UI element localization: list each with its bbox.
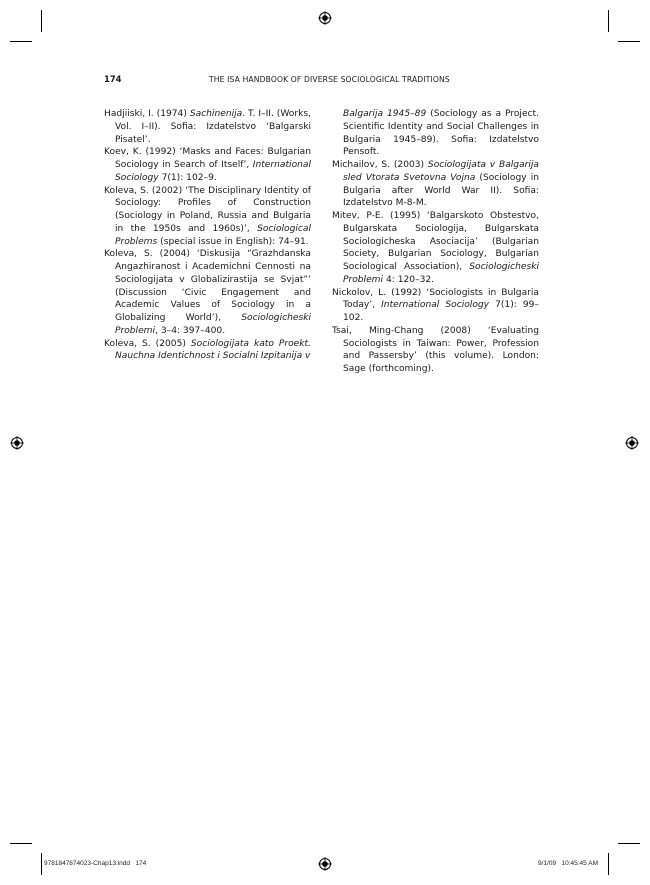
registration-mark-icon — [318, 11, 332, 25]
reference-text: Koleva, S. (2002) ‘The Disciplinary Identity of Sociology: Profiles of Construction (Sociology in Poland, Russia and Bulgaria in the 1950s and 1960s)’, — [104, 185, 311, 234]
footer-file-name: 9781847874023-Chap13.indd 174 — [44, 860, 147, 867]
reference-text: Nickolov, L. (1992) ‘Sociologists in Bulgaria Today’, — [332, 287, 539, 311]
reference-text: , 3–4: 397–400. — [155, 325, 226, 336]
reference-text: (special issue in English): 74–91. — [157, 236, 309, 247]
crop-mark — [41, 10, 42, 32]
crop-mark — [10, 843, 32, 844]
reference-title-italic: Sociologicheski Problemi — [343, 262, 539, 285]
reference-text: . T. I–II. (Works, Vol. I–II). Sofia: Izdatelstvo ‘Balgarski Pisatel’. — [115, 109, 311, 145]
crop-mark — [618, 843, 640, 844]
references-column-left — [104, 108, 311, 363]
reference-text: Koleva, S. (2005) — [104, 338, 191, 349]
reference-title-italic: International Sociology — [115, 160, 311, 183]
reference-text: 7(1): 99–102. — [343, 300, 539, 323]
registration-mark-icon — [625, 436, 639, 450]
reference-entry — [332, 108, 539, 159]
reference-entry — [104, 248, 311, 337]
crop-mark — [41, 853, 42, 875]
reference-title-italic: International Sociology — [381, 300, 490, 311]
reference-title-italic: Sociological Problems — [115, 223, 311, 247]
page-number: 174 — [104, 74, 122, 84]
reference-text: Tsai, Ming-Chang (2008) ‘Evaluating Sociologists in Taiwan: Power, Profession and Passersby’ (this volume). London: Sage (forthcoming). — [332, 325, 539, 374]
crop-mark — [608, 10, 609, 32]
reference-title-italic: Sociologicheski Problemi — [115, 313, 311, 336]
reference-title-italic: Sachinenija — [189, 109, 243, 119]
running-header — [104, 74, 540, 88]
crop-mark — [608, 853, 609, 875]
reference-title-italic: Sociologijata kato Proekt. Nauchna Identichnost i Socialni Izpitanija v — [115, 338, 311, 362]
reference-title-italic: Sociologijata v Balgarija sled Vtorata Svetovna Vojna — [343, 160, 540, 183]
reference-title-italic: Balgarija 1945–89 — [343, 109, 427, 119]
footer-timestamp: 9/1/09 10:45:45 AM — [538, 860, 598, 867]
reference-text: 4: 120–32. — [383, 274, 435, 285]
reference-text: 7(1): 102–9. — [158, 172, 217, 183]
reference-text: Michailov, S. (2003) — [332, 160, 428, 170]
reference-text: Koleva, S. (2004) ‘Diskusija “Grazhdanska Angazhiranost i Academichni Cennosti na Sociologijata v Globalizirastija se Svjat”’ (Discussion ‘Civic Engagement and Academic Values of Sociology in a Globalizing World’), — [104, 249, 311, 323]
references-column-right — [332, 108, 539, 376]
registration-mark-icon — [10, 436, 24, 450]
reference-entry — [104, 185, 311, 249]
reference-entry — [332, 210, 539, 287]
reference-text: Koev, K. (1992) ‘Masks and Faces: Bulgarian Sociology in Search of Itself’, — [104, 147, 311, 170]
reference-entry — [104, 108, 311, 146]
reference-entry — [332, 287, 539, 325]
reference-text: Mitev, P-E. (1995) ‘Balgarskoto Obstestvo, Bulgarskata Sociologija, Bulgarskata Sociologicheska Asociacija’ (Bulgarian Society, Bulgarian Sociology, Bulgarian Sociological Association), — [332, 211, 539, 272]
reference-text: Hadjiiski, I. (1974) — [104, 109, 190, 119]
reference-text: (Sociology as a Project. Scientific Identity and Social Challenges in Bulgaria 1945–89). Sofia: Izdatelstvo Pensoft. — [343, 109, 540, 158]
reference-entry — [332, 159, 539, 210]
crop-mark — [10, 41, 32, 42]
reference-entry — [104, 338, 311, 364]
reference-entry — [332, 325, 539, 376]
crop-mark — [618, 41, 640, 42]
registration-mark-icon — [318, 857, 332, 871]
reference-entry — [104, 146, 311, 184]
running-title: THE ISA HANDBOOK OF DIVERSE SOCIOLOGICAL TRADITIONS — [209, 75, 450, 84]
reference-text: (Sociology in Bulgaria after World War II). Sofia: Izdatelstvo M-8-M. — [343, 172, 539, 209]
